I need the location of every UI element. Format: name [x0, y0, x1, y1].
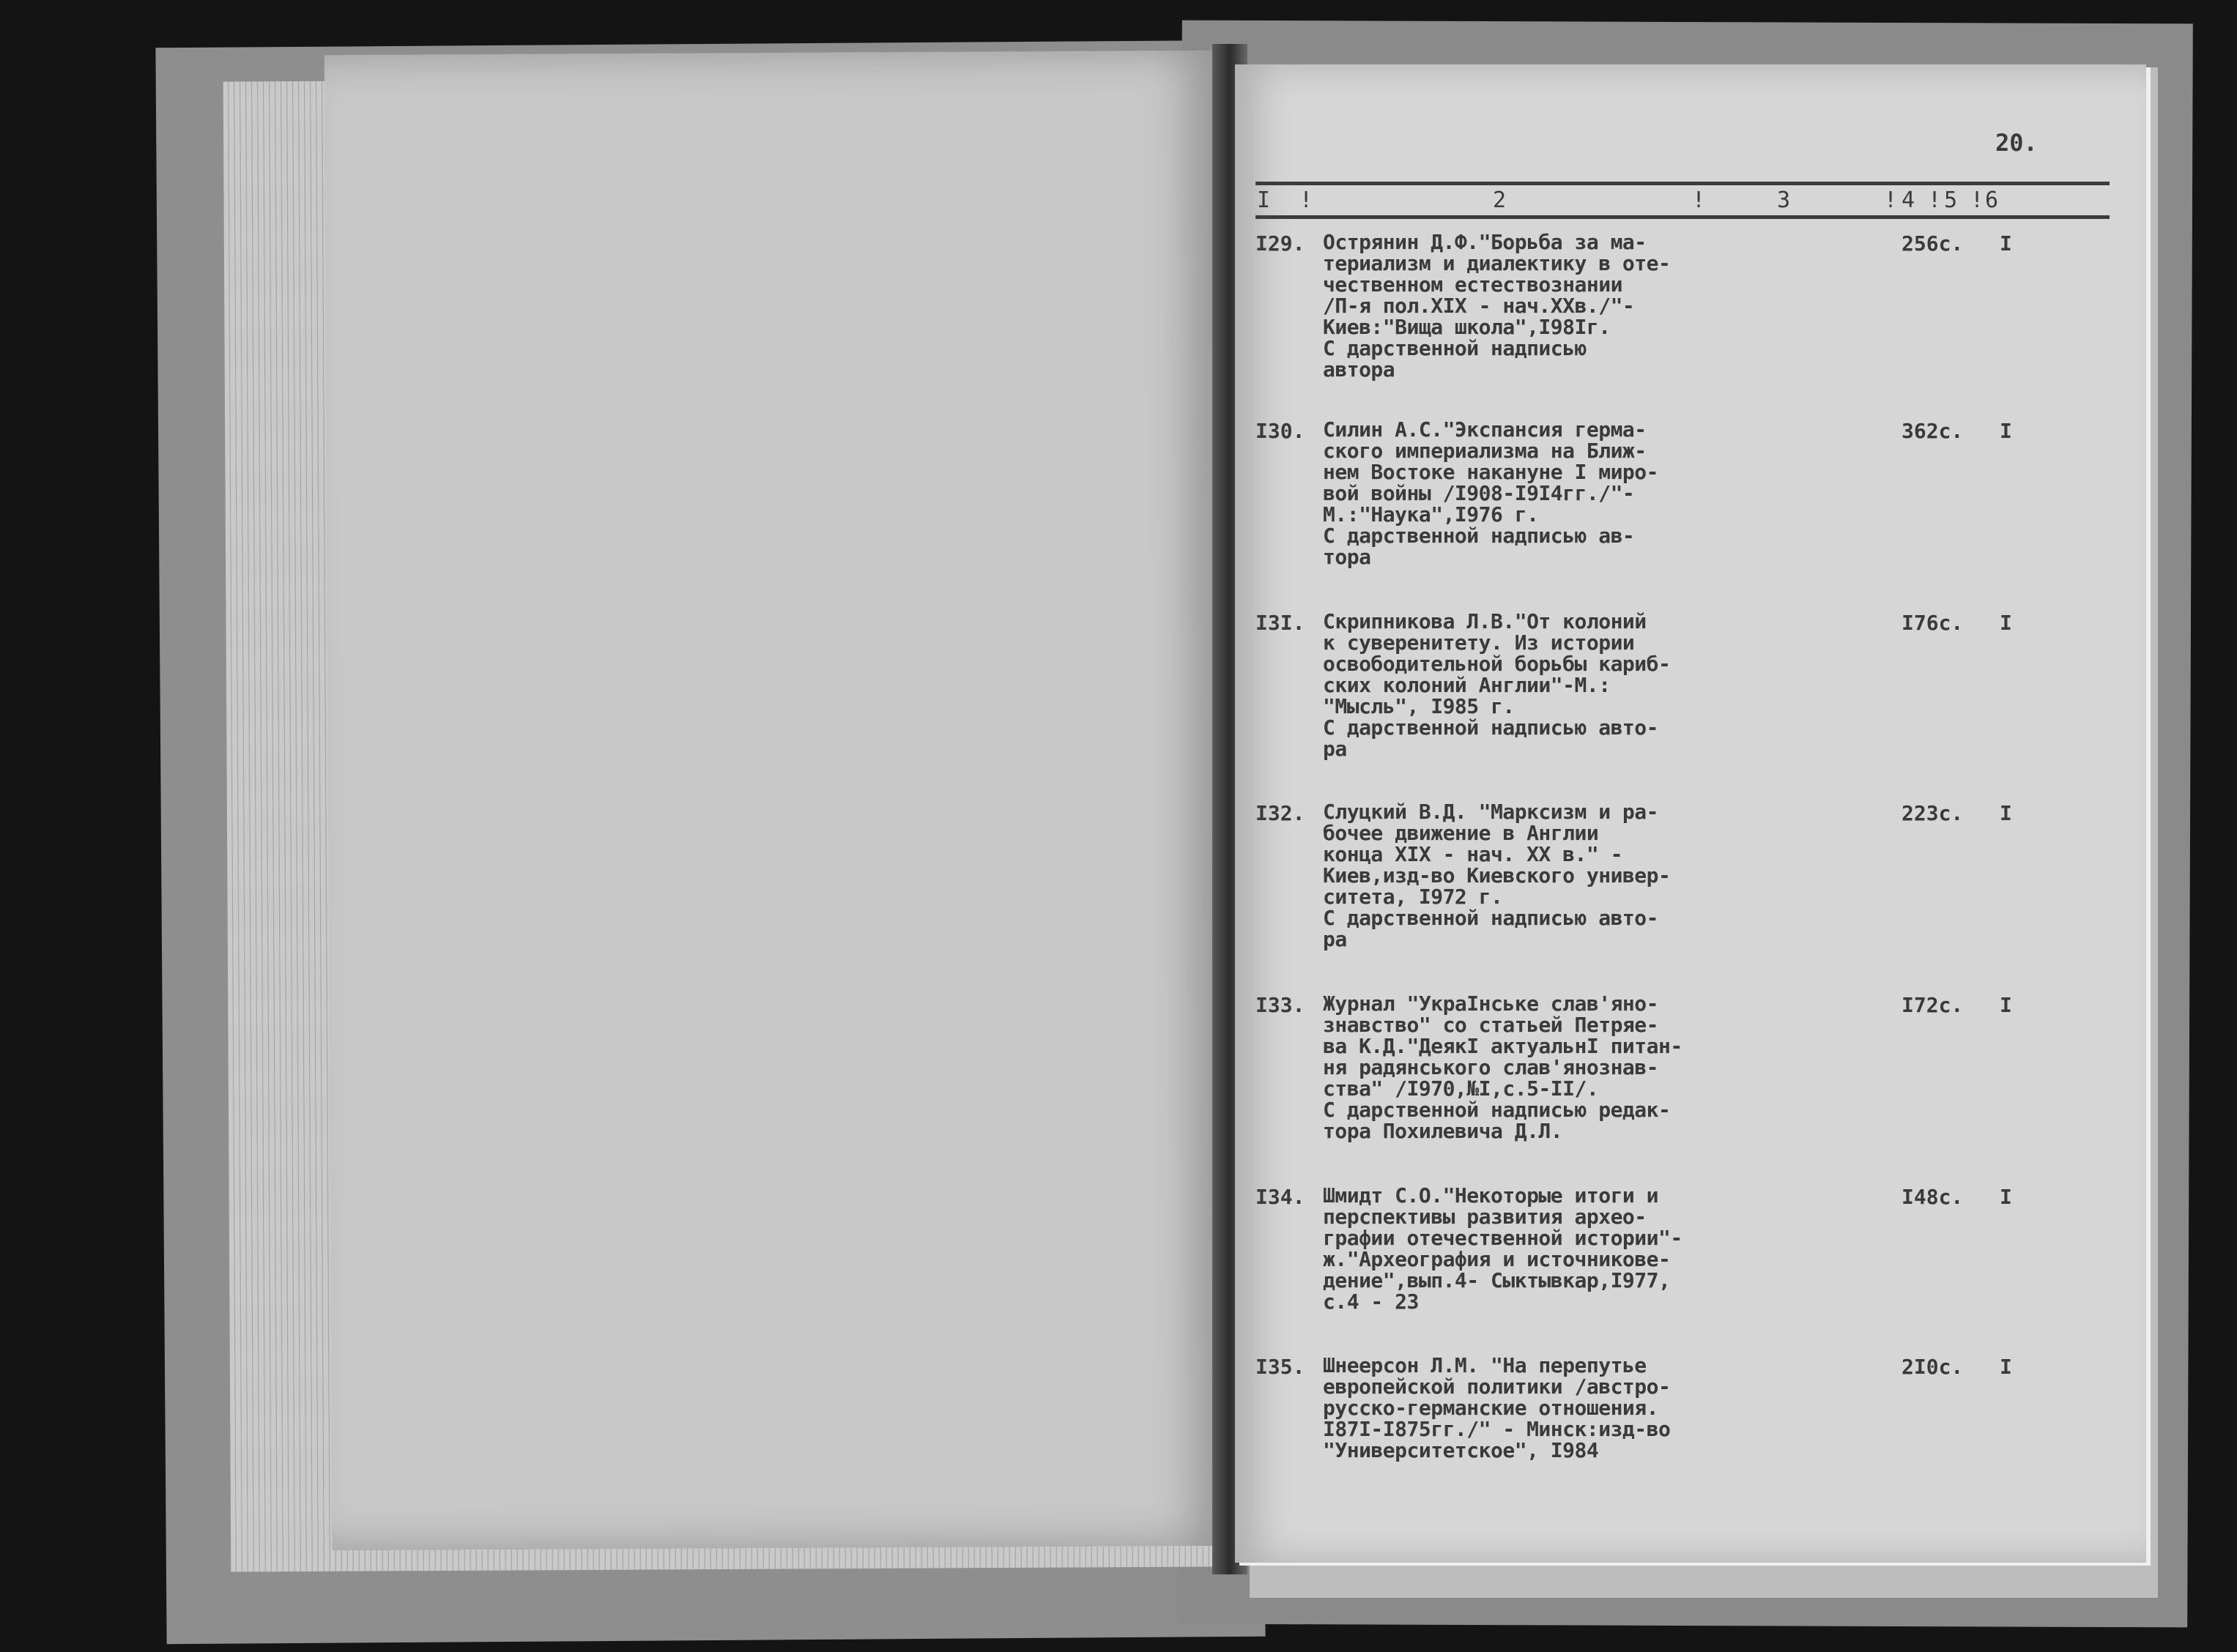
col-header-sep: ! — [1970, 187, 1984, 213]
entry-line: перспективы развития архео- — [1323, 1205, 1647, 1229]
entry-line: М.:"Наука",I976 г. — [1323, 502, 1539, 527]
col-header-1: I — [1257, 187, 1271, 213]
entry-line: Слуцкий В.Д. "Марксизм и ра- — [1323, 800, 1659, 824]
entry-description — [1323, 1355, 1733, 1461]
entry-number: I35. — [1255, 1355, 1305, 1379]
col-header-4: 4 — [1902, 187, 1915, 213]
header-rule-bottom — [1255, 215, 2110, 219]
entry-line: освободительной борьбы кариб- — [1323, 652, 1671, 676]
col-header-sep: ! — [1692, 187, 1706, 213]
entry-page-count: 223с. — [1902, 801, 1964, 825]
entry-description — [1323, 611, 1733, 759]
entry-page-count: I48с. — [1902, 1185, 1964, 1209]
page-number: 20. — [1995, 129, 2038, 157]
entry-description — [1323, 801, 1733, 950]
col-header-5: 5 — [1944, 187, 1958, 213]
entry-description — [1323, 419, 1733, 568]
entry-line: С дарственной надписью ав- — [1323, 524, 1635, 548]
entry-line: ж."Археография и источникове- — [1323, 1247, 1671, 1271]
entry-line: тора — [1323, 545, 1371, 569]
col-header-2: 2 — [1493, 187, 1507, 213]
entry-line: I87I-I875гг./" - Минск:изд-во — [1323, 1417, 1671, 1441]
entry-copies: I — [2000, 993, 2012, 1017]
entry-page-count: I76с. — [1902, 611, 1964, 635]
entry-line: вой войны /I908-I9I4гг./"- — [1323, 481, 1635, 505]
entry-line: "Университетское", I984 — [1323, 1438, 1599, 1462]
entry-line: ра — [1323, 927, 1347, 951]
entry-line: ства" /I970,№I,с.5-II/. — [1323, 1076, 1599, 1101]
entry-line: Скрипникова Л.В."От колоний — [1323, 609, 1647, 633]
entry-line: "Мысль", I985 г. — [1323, 694, 1515, 718]
entry-number: I29. — [1255, 231, 1305, 256]
entry-line: тора Похилевича Д.Л. — [1323, 1119, 1563, 1143]
entry-line: Острянин Д.Ф."Борьба за ма- — [1323, 230, 1647, 254]
entry-number: I33. — [1255, 993, 1305, 1017]
entry-page-count: 362с. — [1902, 419, 1964, 443]
col-header-sep: ! — [1928, 187, 1942, 213]
entry-line: ских колоний Англии"-М.: — [1323, 673, 1611, 697]
col-header-sep: ! — [1884, 187, 1898, 213]
entry-line: нем Востоке накануне I миро- — [1323, 460, 1659, 484]
entry-number: I34. — [1255, 1185, 1305, 1209]
entry-copies: I — [2000, 801, 2012, 825]
header-rule-top — [1255, 182, 2110, 185]
entry-copies: I — [2000, 419, 2012, 443]
entry-number: I3I. — [1255, 611, 1305, 635]
entry-line: конца XIX - нач. XX в." - — [1323, 842, 1622, 866]
entry-copies: I — [2000, 611, 2012, 635]
entry-number: I32. — [1255, 801, 1305, 825]
entry-line: С дарственной надписью авто- — [1323, 715, 1659, 740]
entry-line: бочее движение в Англии — [1323, 821, 1599, 845]
entry-line: ского империализма на Ближ- — [1323, 439, 1647, 463]
entry-line: С дарственной надписью авто- — [1323, 906, 1659, 930]
entry-page-count: 2I0с. — [1902, 1355, 1964, 1379]
col-header-6: 6 — [1985, 187, 1999, 213]
entry-line: Шмидт С.О."Некоторые итоги и — [1323, 1183, 1659, 1208]
entry-line: ва К.Д."ДеякI актуальнI питан- — [1323, 1034, 1683, 1058]
entry-line: Киев,изд-во Киевского универ- — [1323, 863, 1671, 888]
entry-line: ня радянського слав'янознав- — [1323, 1055, 1659, 1079]
entry-line: ра — [1323, 737, 1347, 761]
entry-description — [1323, 1185, 1733, 1312]
entry-line: Киев:"Вища школа",I98Iг. — [1323, 315, 1611, 339]
entry-description — [1323, 993, 1733, 1142]
entry-description — [1323, 231, 1733, 380]
entry-line: Шнеерсон Л.М. "На перепутье — [1323, 1353, 1647, 1377]
entry-line: русско-германские отношения. — [1323, 1396, 1659, 1420]
entry-number: I30. — [1255, 419, 1305, 443]
col-header-3: 3 — [1777, 187, 1791, 213]
entry-line: европейской политики /австро- — [1323, 1374, 1671, 1399]
entry-line: С дарственной надписью редак- — [1323, 1098, 1671, 1122]
entry-line: С дарственной надписью — [1323, 336, 1587, 360]
entry-line: териализм и диалектику в оте- — [1323, 251, 1671, 275]
entry-line: с.4 - 23 — [1323, 1290, 1419, 1314]
entry-line: Журнал "УкраIнське слав'яно- — [1323, 991, 1659, 1016]
entry-copies: I — [2000, 231, 2012, 256]
entry-line: знавство" со статьей Петряе- — [1323, 1013, 1659, 1037]
entry-line: графии отечественной истории"- — [1323, 1226, 1683, 1250]
entry-line: дение",вып.4- Сыктывкар,I977, — [1323, 1268, 1671, 1292]
entry-copies: I — [2000, 1185, 2012, 1209]
entry-line: /П-я пол.XIX - нач.XXв./"- — [1323, 294, 1635, 318]
entry-page-count: I72с. — [1902, 993, 1964, 1017]
entry-page-count: 256с. — [1902, 231, 1964, 256]
register-page — [1235, 64, 2146, 1563]
blank-left-page — [324, 51, 1226, 1550]
entry-line: автора — [1323, 357, 1395, 382]
entry-line: к суверенитету. Из истории — [1323, 630, 1635, 655]
entry-line: ситета, I972 г. — [1323, 885, 1503, 909]
entry-line: чественном естествознании — [1323, 272, 1622, 297]
col-header-sep: ! — [1299, 187, 1313, 213]
entry-line: Силин А.С."Экспансия герма- — [1323, 417, 1647, 442]
entry-copies: I — [2000, 1355, 2012, 1379]
